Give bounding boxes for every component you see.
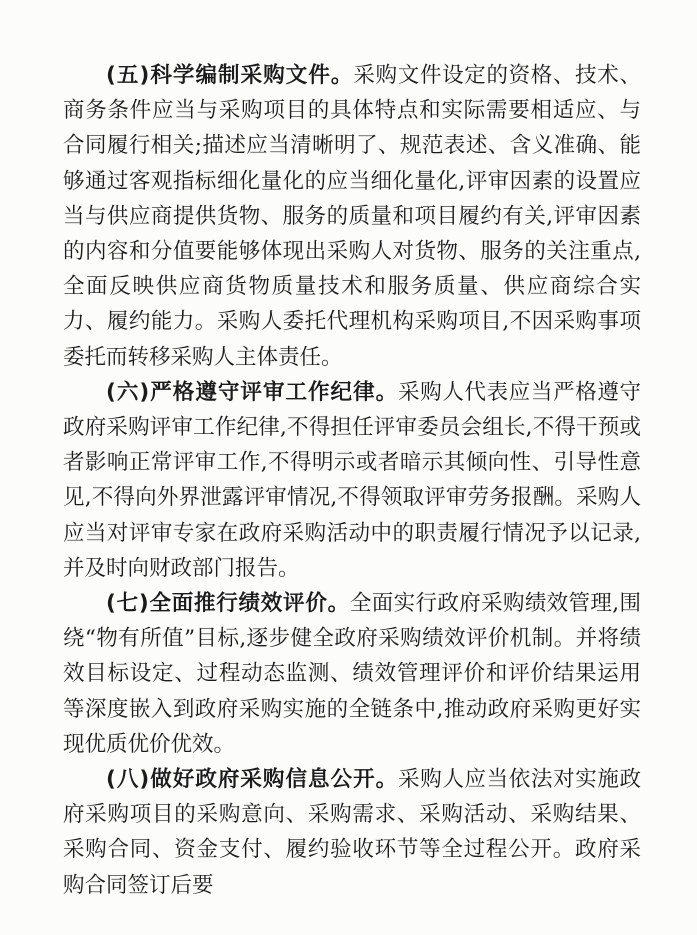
paragraph-5 (63, 58, 641, 375)
paragraph-7-text: 全面实行政府采购绩效管理,围绕“物有所值”目标,逐步健全政府采购绩效评价机制。并将绩效目标设定、过程动态监测、绩效管理评价和评价结果运用等深度嵌入到政府采购实施的全链条中,推动政府采购更好实现优质优价优效。 (63, 591, 641, 757)
paragraph-6 (63, 375, 641, 586)
paragraph-6-text: 采购人代表应当严格遵守政府采购评审工作纪律,不得担任评审委员会组长,不得干预或者影响正常评审工作,不得明示或者暗示其倾向性、引导性意见,不得向外界泄露评审情况,不得领取评审劳务报酬。采购人应当对评审专家在政府采购活动中的职责履行情况予以记录,并及时向财政部门报告。 (63, 379, 641, 581)
document-body (63, 58, 641, 903)
paragraph-7 (63, 586, 641, 762)
paragraph-6-heading: (六)严格遵守评审工作纪律。 (106, 379, 399, 405)
paragraph-5-text: 采购文件设定的资格、技术、商务条件应当与采购项目的具体特点和实际需要相适应、与合同履行相关;描述应当清晰明了、规范表述、含义准确、能够通过客观指标细化量化的应当细化量化,评审因素的设置应当与供应商提供货物、服务的质量和项目履约有关,评审因素的内容和分值要能够体现出采购人对货物、服务的关注重点,全面反映供应商货物质量技术和服务质量、供应商综合实力、履约能力。采购人委托代理机构采购项目,不因采购事项委托而转移采购人主体责任。 (63, 63, 641, 370)
paragraph-8-text: 采购人应当依法对实施政府采购项目的采购意向、采购需求、采购活动、采购结果、采购合同、资金支付、履约验收环节等全过程公开。政府采购合同签订后要 (63, 767, 641, 898)
paragraph-7-heading: (七)全面推行绩效评价。 (106, 591, 350, 617)
paragraph-8-heading: (八)做好政府采购信息公开。 (106, 767, 399, 793)
paragraph-8 (63, 762, 641, 903)
paragraph-5-heading: (五)科学编制采购文件。 (106, 63, 354, 88)
